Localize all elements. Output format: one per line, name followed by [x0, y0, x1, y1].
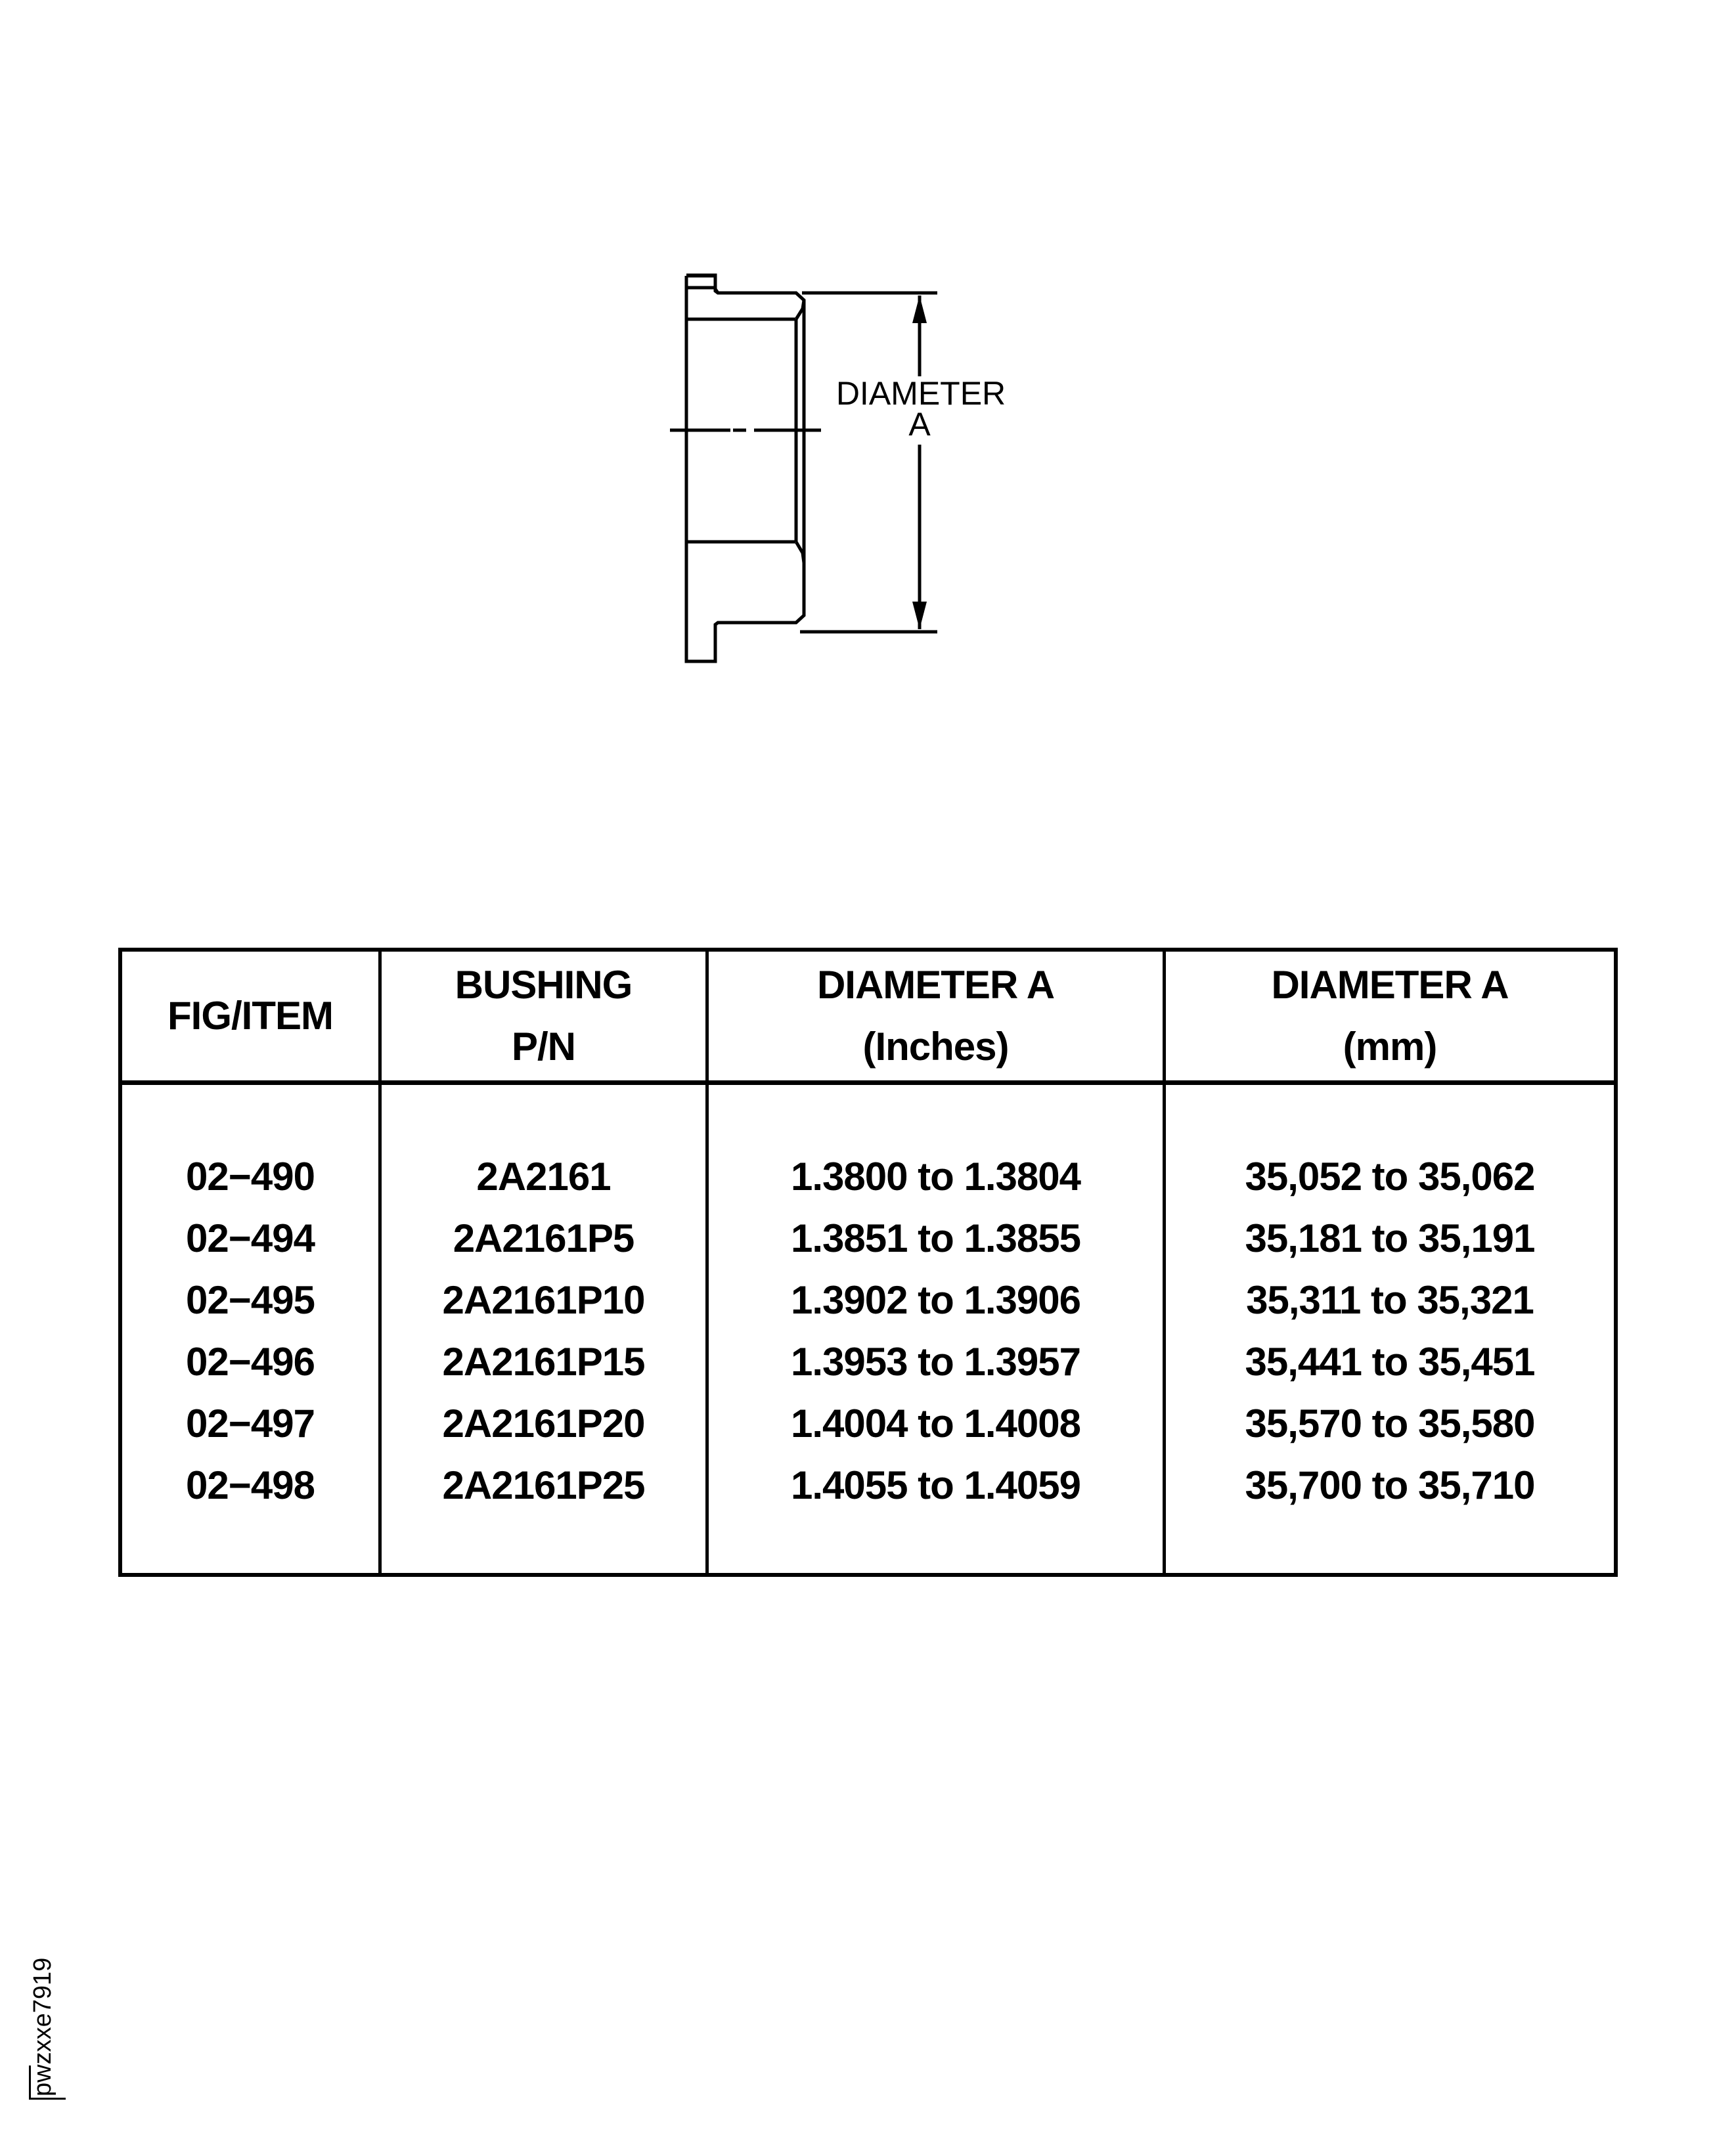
column-fig-item [122, 1085, 378, 1516]
table-cell: 1.3953 to 1.3957 [790, 1340, 1080, 1384]
header-label-line1: DIAMETER A [1271, 963, 1509, 1007]
table-cell: 1.4004 to 1.4008 [790, 1402, 1080, 1446]
header-label-line2: (mm) [1343, 1025, 1437, 1069]
table-cell: 2A2161 [476, 1155, 611, 1199]
table-cell: 35,052 to 35,062 [1245, 1155, 1535, 1199]
table-cell: 2A2161P5 [453, 1216, 634, 1260]
header-label-line1: DIAMETER A [816, 963, 1055, 1007]
table-cell: 1.3902 to 1.3906 [790, 1278, 1080, 1322]
table-cell: 2A2161P15 [442, 1340, 645, 1384]
arrow-up-icon [912, 296, 927, 323]
header-label-line2: (Inches) [862, 1025, 1009, 1069]
table-cell: 02−496 [186, 1340, 315, 1384]
table-cell: 2A2161P25 [442, 1463, 645, 1507]
table-cell: 2A2161P20 [442, 1402, 645, 1446]
header-fig-item-label: FIG/ITEM [167, 994, 333, 1038]
bushing-spec-table [118, 948, 1618, 1577]
dimension-label-diameter: DIAMETER [835, 375, 1006, 412]
header-fig-item [122, 952, 378, 1080]
column-diameter-inches [709, 1085, 1163, 1516]
figure-id: pwzxxe7919 [29, 1957, 56, 2096]
header-label-line2: P/N [511, 1025, 576, 1069]
arrow-down-icon [912, 602, 927, 629]
table-cell: 35,441 to 35,451 [1245, 1340, 1535, 1384]
table-cell: 35,311 to 35,321 [1246, 1278, 1534, 1322]
table-cell: 02−495 [186, 1278, 315, 1322]
column-diameter-mm [1166, 1085, 1614, 1516]
header-label-line1: BUSHING [455, 963, 633, 1007]
table-cell: 1.3851 to 1.3855 [790, 1216, 1080, 1260]
table-cell: 1.3800 to 1.3804 [790, 1155, 1080, 1199]
column-bushing-pn [382, 1085, 705, 1516]
table-cell: 02−498 [186, 1463, 315, 1507]
header-diameter-mm [1166, 952, 1614, 1080]
header-bushing-pn [382, 952, 705, 1080]
table-cell: 02−497 [186, 1402, 315, 1446]
bushing-outline [686, 276, 804, 661]
table-cell: 35,181 to 35,191 [1245, 1216, 1535, 1260]
dimension-label-a: A [908, 406, 931, 443]
header-diameter-inches [709, 952, 1163, 1080]
table-cell: 2A2161P10 [442, 1278, 645, 1322]
table-cell: 02−494 [186, 1216, 315, 1260]
table-cell: 35,570 to 35,580 [1245, 1402, 1535, 1446]
table-cell: 02−490 [186, 1155, 315, 1199]
table-cell: 35,700 to 35,710 [1245, 1463, 1535, 1507]
bushing-drawing [0, 0, 1736, 722]
table-cell: 1.4055 to 1.4059 [790, 1463, 1080, 1507]
